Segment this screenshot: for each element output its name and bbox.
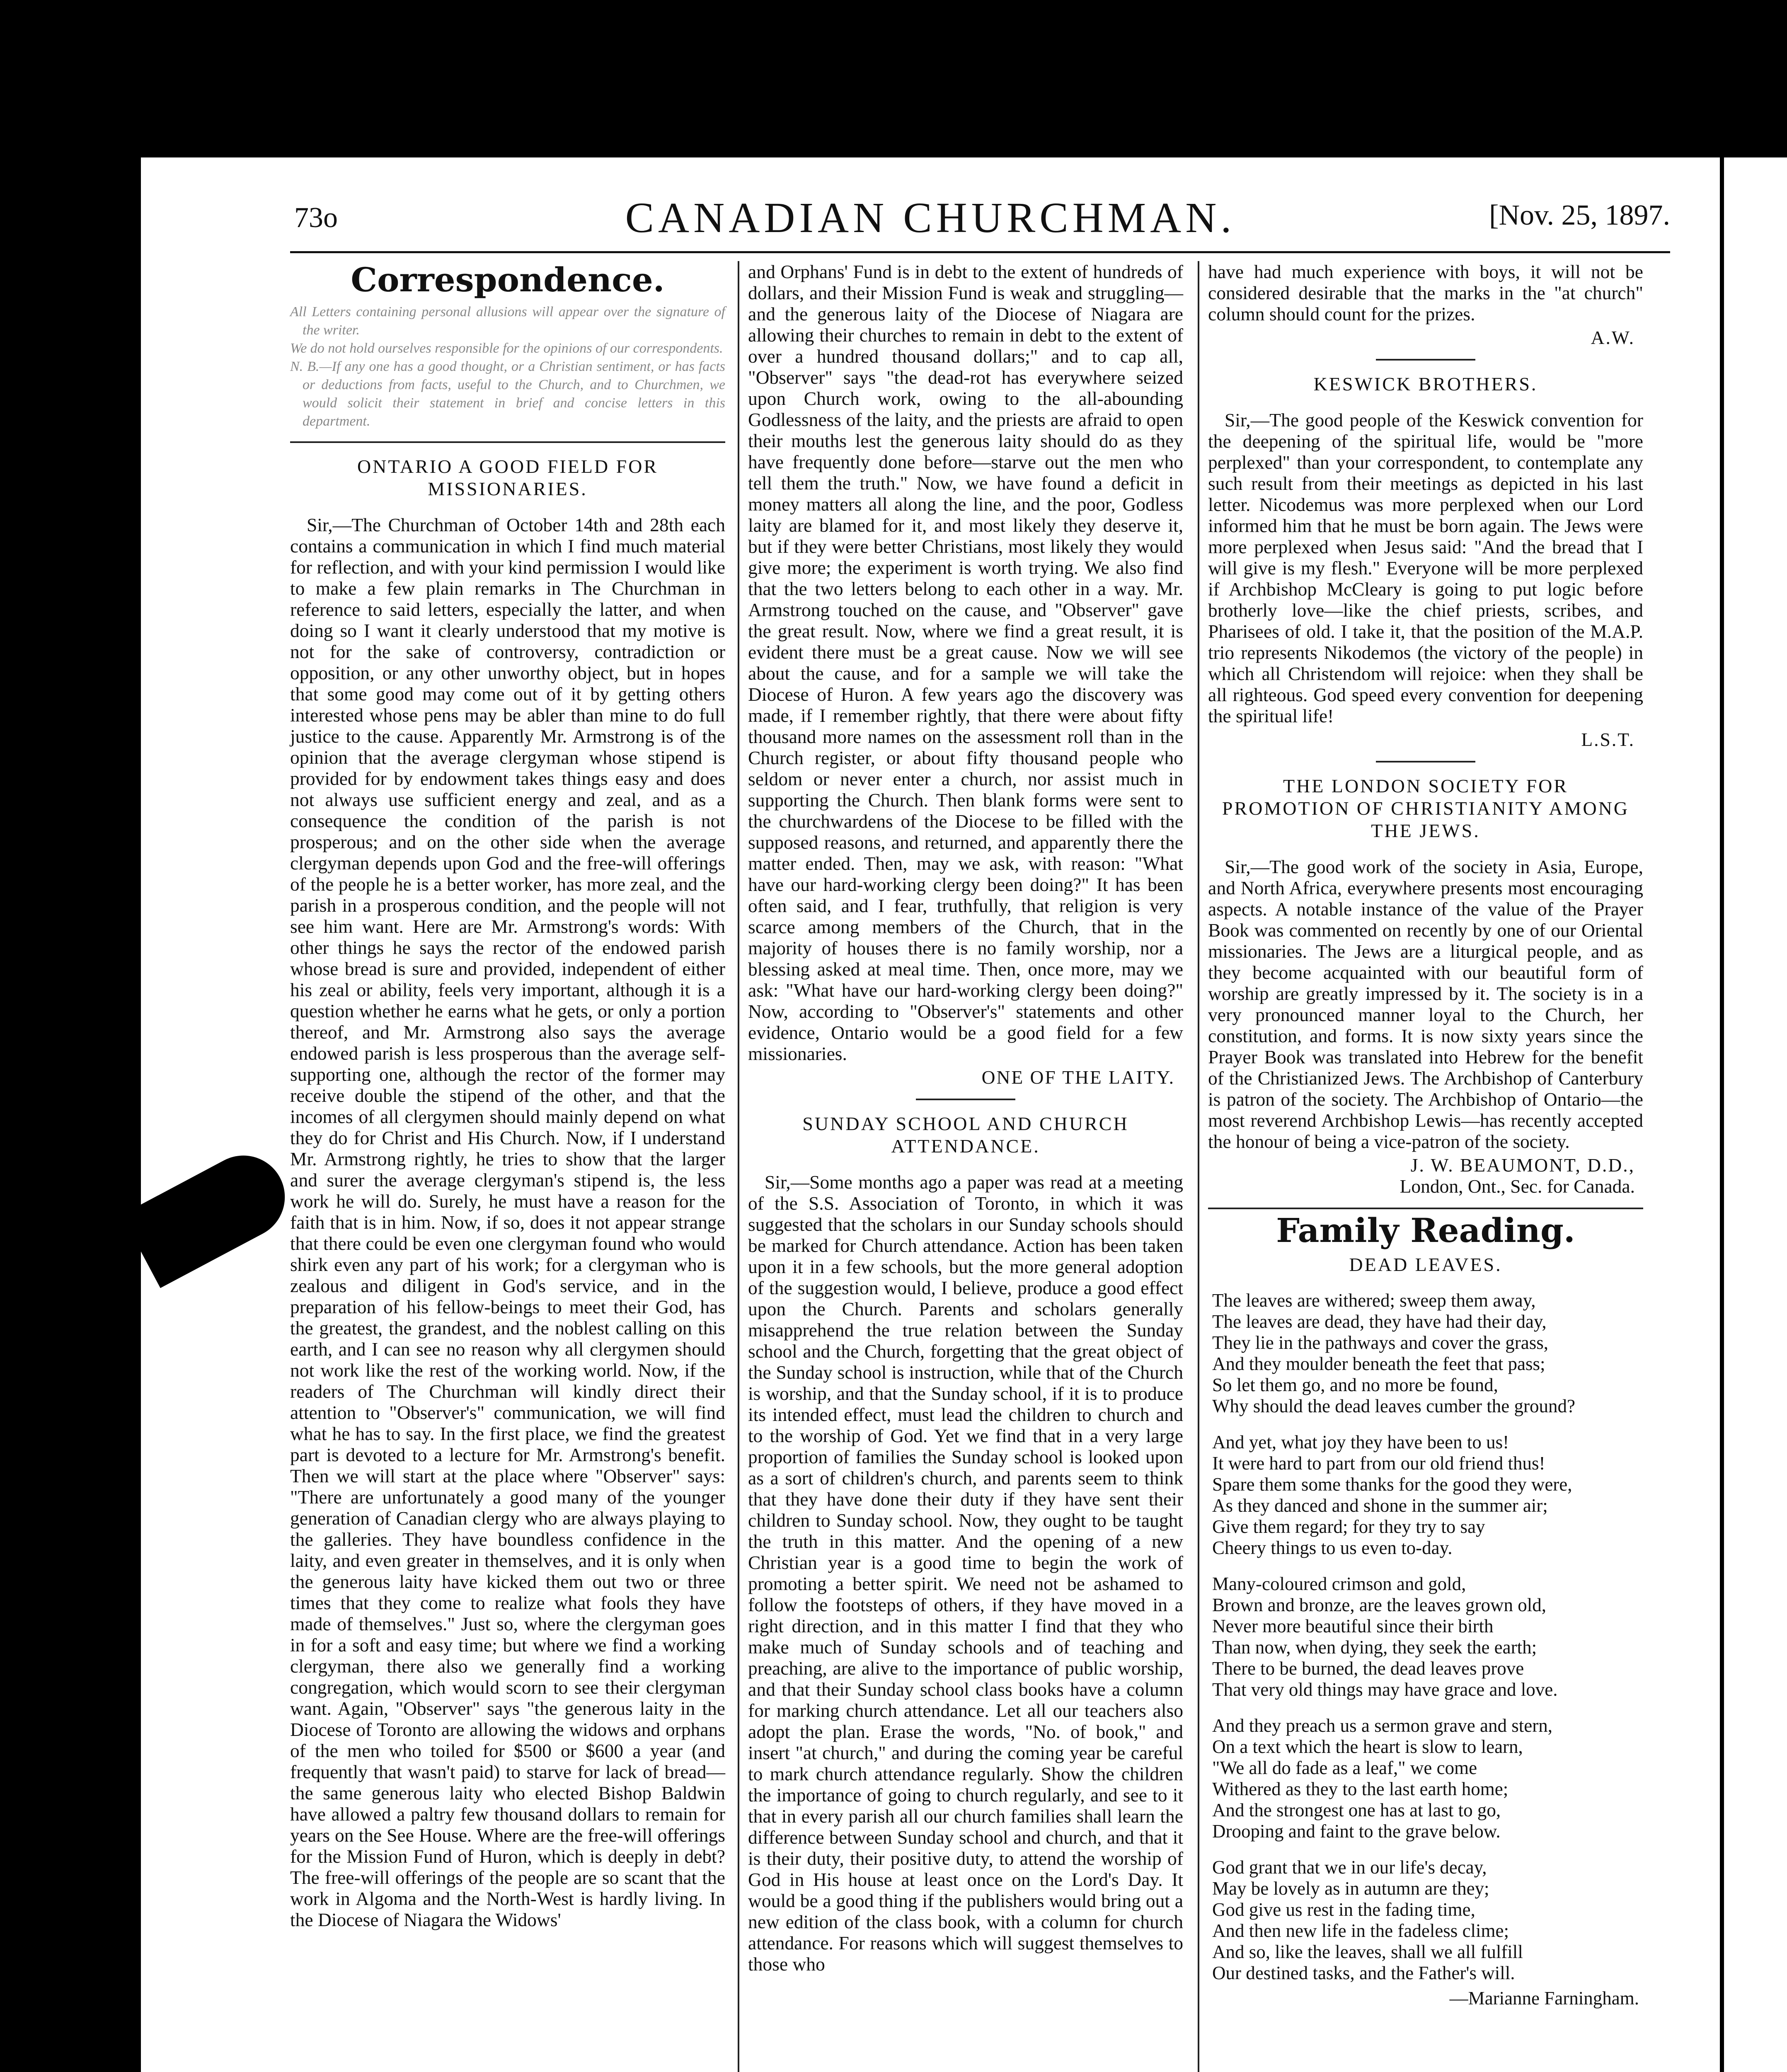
poem-line: Give them regard; for they try to say — [1212, 1516, 1485, 1537]
article-signature-line: London, Ont., Sec. for Canada. — [1400, 1176, 1635, 1197]
article-body: Sir,—The good people of the Keswick convention for the deepening of the spiritual life, would be "more perplexed" than your correspondent, to contemplate any such result from their meetings as depicted in his last letter. Nicodemus was more perplexed when our Lord informed him that he must be born again. The Jews were more perplexed when Jesus said: "And the bread that I will give is my flesh." Everyone will be more perplexed if Archbishop McCleary is going to put logic before brotherly love—like the chief priests, scribes, and Pharisees of old. I take it, that the position of the M.A.P. trio represents Nikodemos (the victory of the people) in which all Christendom will rejoice: when they shall be all righteous. God speed every convention for deepening the spiritual life! — [1208, 409, 1643, 726]
poem-line: The leaves are dead, they have had their day, — [1212, 1311, 1547, 1332]
poem-line: And they moulder beneath the feet that pass; — [1212, 1353, 1545, 1374]
poem-line: And yet, what joy they have been to us! — [1212, 1432, 1509, 1452]
poem-line: There to be burned, the dead leaves prove — [1212, 1658, 1524, 1679]
poem-line: And the strongest one has at last to go, — [1212, 1800, 1501, 1820]
poem-line: So let them go, and no more be found, — [1212, 1375, 1498, 1395]
page-header — [141, 193, 1720, 243]
article-body: Sir,—Some months ago a paper was read at a meeting of the S.S. Association of Toronto, in which it was suggested that the scholars in our Sunday schools should be marked for Church attendance. Action has been taken upon it in a few schools, but the more general adoption of the suggestion would, I believe, produce a good effect upon the Church. Parents and scholars generally misapprehend the true relation between the Sunday school and the Church, forgetting that the great object of the Sunday school is instruction, while that of the Church is worship, and that the Sunday school, if it is to produce its intended effect, must lead the children to church and to the worship of God. Yet we find that in a very large proportion of families the Sunday school is looked upon as a sort of children's church, and parents seem to think that they have done their duty if they have sent their children to Sunday school. Now, they ought to be taught the truth in this matter. And the opening of a new Christian year is a good time to begin the work of promoting a better spirit. We need not be ashamed to follow the footsteps of others, if they have moved in a right direction, and in this matter I find that they who make much of Sunday schools and of teaching and preaching, are alive to the importance of public worship, and that their Sunday school class books have a column for marking church attendance. Let all our teachers also adopt the plan. Erase the words, "No. of book," and insert "at church," and during the coming year be careful to mark church attendance regularly. Show the children the importance of going to church regularly, and see to it that in every parish all our church families shall learn the difference between Sunday school and church, and that it is their duty, their positive duty, to attend the worship of God in His house at least once on the Lord's Day. It would be a good thing if the publishers would bring out a new edition of the class book, with a column for church attendance. For reasons which will suggest themselves to those who — [748, 1172, 1183, 1975]
section-heading-correspondence: Correspondence. — [351, 260, 665, 299]
editorial-note: N. B.—If any one has a good thought, or a Christian sentiment, or has facts or deductions from facts, useful to the Church, and to Churchmen, we would solicit their statement in brief and concise letters in this department. — [290, 359, 725, 429]
poem-line: On a text which the heart is slow to learn, — [1212, 1736, 1523, 1757]
poem-line: Brown and bronze, are the leaves grown old, — [1212, 1595, 1546, 1615]
article-title: ONTARIO A GOOD FIELD FOR MISSIONARIES. — [357, 456, 659, 499]
column-rule — [738, 261, 739, 2072]
poem-line: It were hard to part from our old friend thus! — [1212, 1453, 1545, 1474]
poem-line: Than now, when dying, they seek the earth; — [1212, 1637, 1537, 1658]
divider — [1376, 761, 1475, 762]
article-signature: A.W. — [1591, 327, 1635, 348]
poem-line: That very old things may have grace and love. — [1212, 1679, 1558, 1700]
poem-author: —Marianne Farningham. — [1449, 1988, 1639, 2009]
divider — [1376, 359, 1475, 361]
poem-line: And so, like the leaves, shall we all fulfill — [1212, 1941, 1523, 1962]
page-number: 73o — [294, 202, 338, 234]
header-rule — [290, 251, 1670, 253]
divider — [916, 1099, 1015, 1100]
poem-stanza — [1212, 1432, 1643, 1559]
article-body: and Orphans' Fund is in debt to the extent of hundreds of dollars, and their Mission Fund is weak and struggling—and the generous laity of the Diocese of Niagara are allowing their churches to remain in debt to the extent of over a hundred thousand dollars;" and to cap all, "Observer" says "the dead-rot has everywhere seized upon Church work, owing to the all-abounding Godlessness of the laity, and the priests are afraid to open their mouths lest the generous laity should do as they have frequently done before—starve out the men who tell them the truth." Now, we have found a deficit in money matters all along the line, and the poor, Godless laity are blamed for it, and most likely they deserve it, but if they were better Christians, most likely they would give more; the experiment is worth trying. We also find that the two letters belong to each other in a way. Mr. Armstrong touched on the cause, and "Observer" gave the great result. Now, where we find a great result, it is evident there must be a great cause. Now we will see about the cause, and for a sample we will take the Diocese of Huron. A few years ago the discovery was made, if I remember rightly, that there were about fifty thousand more names on the assessment roll than in the Church register, or about fifty thousand people who seldom or never enter a church, nor assist much in supporting the Church. Then blank forms were sent to the churchwardens of the Diocese to be filled with the supposed reasons, and returned, and apparently there the matter ended. Then, may we ask, with reason: "What have our hard-working clergy been doing?" It has been often said, and I fear, truthfully, that religion is very scarce among members of the Church, that in the majority of houses there is no family worship, nor a blessing asked at meal time. Then, once more, may we ask: "What have our hard-working clergy been doing?" Now, according to "Observer's" statements and other evidence, Ontario would be a good field for a few missionaries. — [748, 261, 1183, 1064]
poem-line: They lie in the pathways and cover the grass, — [1212, 1332, 1548, 1353]
poem-line: God grant that we in our life's decay, — [1212, 1857, 1487, 1878]
poem-line: And they preach us a sermon grave and stern, — [1212, 1715, 1552, 1736]
poem-title: DEAD LEAVES. — [1349, 1254, 1502, 1275]
article-signature: L.S.T. — [1581, 729, 1635, 750]
poem-stanza — [1212, 1290, 1643, 1417]
poem-line: Our destined tasks, and the Father's will. — [1212, 1963, 1515, 1983]
editorial-note: All Letters containing personal allusions will appear over the signature of the writer. — [290, 304, 725, 338]
poem — [1212, 1290, 1643, 2009]
poem-stanza — [1212, 1573, 1643, 1700]
editorial-notes — [290, 303, 725, 431]
article-signature: ONE OF THE LAITY. — [981, 1067, 1175, 1088]
article-title: THE LONDON SOCIETY FOR PROMOTION OF CHRISTIANITY AMONG THE JEWS. — [1222, 775, 1630, 841]
poem-stanza — [1212, 1857, 1643, 1984]
poem-line: The leaves are withered; sweep them away, — [1212, 1290, 1536, 1311]
poem-line: Cheery things to us even to-day. — [1212, 1537, 1453, 1558]
poem-stanza — [1212, 1715, 1643, 1842]
poem-line: Never more beautiful since their birth — [1212, 1616, 1494, 1636]
poem-line: Spare them some thanks for the good they were, — [1212, 1474, 1572, 1495]
newspaper-page — [141, 157, 1720, 2072]
adjacent-page-edge — [1724, 157, 1787, 2072]
column-2 — [748, 261, 1183, 1975]
column-rule — [1198, 261, 1199, 2072]
poem-line: Why should the dead leaves cumber the ground? — [1212, 1396, 1575, 1416]
issue-date: [Nov. 25, 1897. — [1489, 199, 1670, 231]
masthead: CANADIAN CHURCHMAN. — [625, 194, 1236, 242]
divider — [1208, 1208, 1643, 1209]
section-heading-family-reading: Family Reading. — [1276, 1211, 1575, 1250]
divider — [290, 441, 725, 443]
poem-line: "We all do fade as a leaf," we come — [1212, 1757, 1477, 1778]
editorial-note: We do not hold ourselves responsible for the opinions of our correspondents. — [290, 341, 723, 356]
article-body: Sir,—The good work of the society in Asia, Europe, and North Africa, everywhere presents most encouraging aspects. A notable instance of the value of the Prayer Book was commented on recently by one of our Oriental missionaries. The Jews are a liturgical people, and as they become acquainted with our beautiful form of worship are greatly impressed by it. The society is in a very pronounced manner loyal to the Church, her constitution, and forms. It is now sixty years since the Prayer Book was translated into Hebrew for the benefit of the Christianized Jews. The Archbishop of Canterbury is patron of the society. The Archbishop of Ontario—the most reverend Archbishop Lewis—has recently accepted the honour of being a vice-patron of the society. — [1208, 856, 1643, 1152]
article-body: have had much experience with boys, it will not be considered desirable that the marks in the "at church" column should count for the prizes. — [1208, 261, 1643, 324]
column-1 — [290, 261, 725, 1930]
poem-line: Withered as they to the last earth home; — [1212, 1779, 1509, 1799]
poem-line: Drooping and faint to the grave below. — [1212, 1821, 1501, 1842]
poem-line: God give us rest in the fading time, — [1212, 1899, 1475, 1920]
poem-line: Many-coloured crimson and gold, — [1212, 1573, 1466, 1594]
poem-line: May be lovely as in autumn are they; — [1212, 1878, 1489, 1899]
article-title: SUNDAY SCHOOL AND CHURCH ATTENDANCE. — [802, 1113, 1129, 1157]
poem-line: As they danced and shone in the summer air; — [1212, 1495, 1548, 1516]
column-3 — [1208, 261, 1643, 2009]
article-body: Sir,—The Churchman of October 14th and 28th each contains a communication in which I find much material for reflection, and with your kind permission I would like to make a few plain remarks in The Churchman in reference to said letters, especially the latter, and when doing so I want it clearly understood that my motive is not for the sake of controversy, contradiction or opposition, or any other unworthy object, but in hopes that some good may come out of it by getting others interested whose pens may be abler than mine to do full justice to the cause. Apparently Mr. Armstrong is of the opinion that the average clergyman whose stipend is provided for by endowment takes things easy and does not always use sufficient energy and zeal, and as a consequence the condition of the parish is not prosperous; and on the other side when the average clergyman depends upon God and the free-will offerings of the people he is a better worker, has more zeal, and the parish in a prosperous condition, and the people will not see him want. Here are Mr. Armstrong's words: With other things he says the rector of the endowed parish whose bread is sure and provided, independent of either his zeal or ability, feels very important, although it is a question whether he earns what he gets, or only a portion thereof, and Mr. Armstrong also says the average endowed parish is less prosperous than the average self-supporting one, although the rector of the former may receive double the stipend of the other, and that the incomes of all clergymen should mainly depend on what they do for Christ and His Church. Now, if I understand Mr. Armstrong rightly, he tries to show that the larger and surer the average clergyman's stipend is, the less work he will do. Surely, he must have a reason for the faith that is in him. Now, if so, does it not appear strange that there could be even one clergyman found who would shirk even any part of his work; for a clergyman who is zealous and diligent in God's service, and in the preparation of his fellow-beings to meet their God, has the greatest, the grandest, and the noblest calling on this earth, and I can see no reason why all clergymen should not work like the rest of the working world. Now, if the readers of The Churchman will kindly direct their attention to "Observer's" communication, we will find what he has to say. In the first place, we find the greatest part is devoted to a lecture for Mr. Armstrong's benefit. Then we will start at the place where "Observer" says: "There are unfortunately a good many of the younger generation of Canadian clergy who are always playing to the galleries. They have boundless confidence in the laity, and even greater in themselves, and it is only when the generous laity have kicked them out two or three times that they come to realize what fools they have made of themselves." Just so, where the clergyman goes in for a soft and easy time; but where we find a working clergyman, there also we generally find a working congregation, which would scorn to see their clergyman want. Again, "Observer" says "the generous laity in the Diocese of Toronto are allowing the widows and orphans of the men who toiled for $500 or $600 a year (and frequently that wasn't paid) to starve for lack of bread—the same generous laity who elected Bishop Baldwin have allowed a paltry few thousand dollars to remain for years on the See House. Where are the free-will offerings for the Mission Fund of Huron, which is deeply in debt? The free-will offerings of the people are so scant that the work in Algoma and the North-West is hardly living. In the Diocese of Niagara the Widows' — [290, 514, 725, 1930]
article-signature: J. W. BEAUMONT, D.D., — [1410, 1155, 1635, 1176]
poem-line: And then new life in the fadeless clime; — [1212, 1920, 1509, 1941]
article-title: KESWICK BROTHERS. — [1313, 373, 1538, 395]
